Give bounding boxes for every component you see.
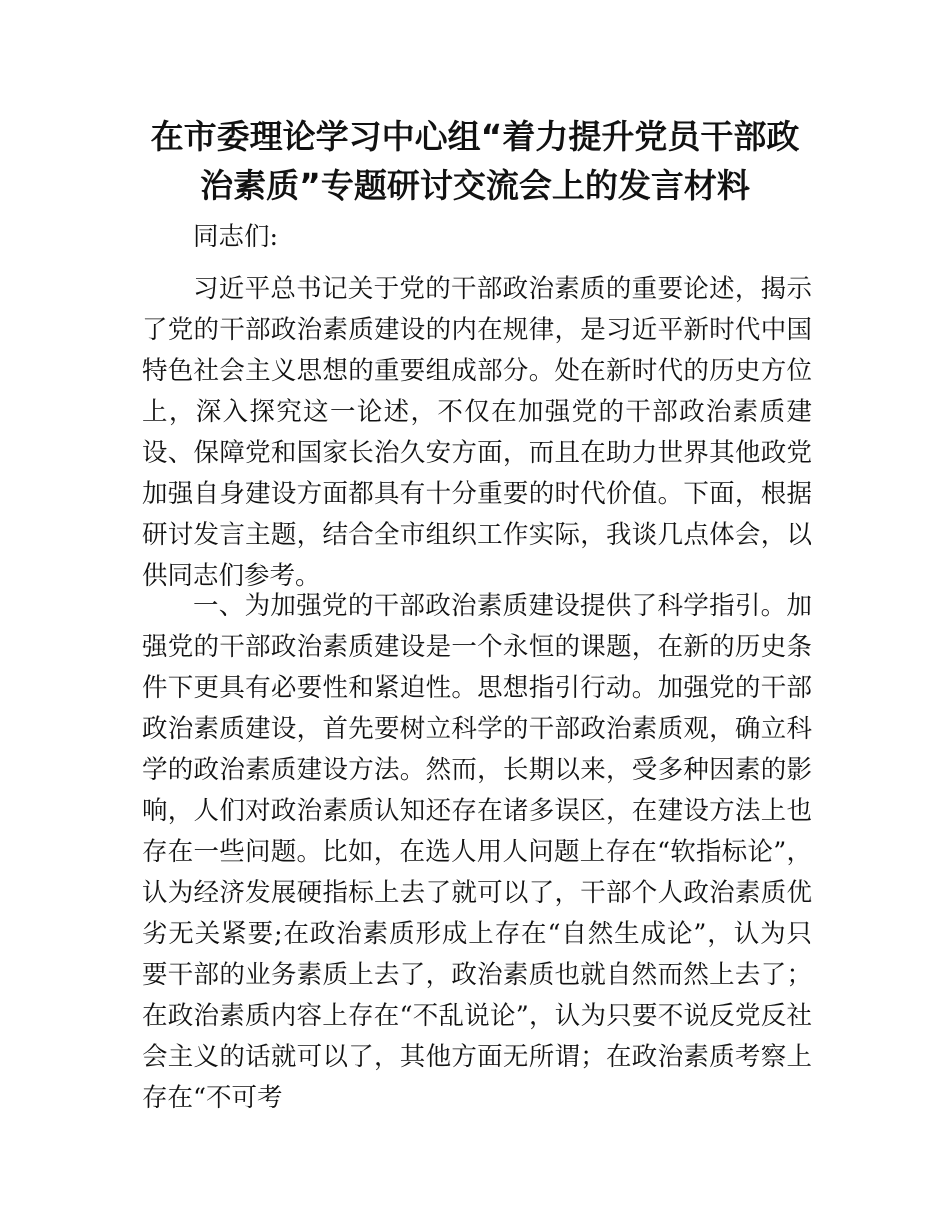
salutation: 同志们: xyxy=(193,222,279,252)
paragraph-intro: 习近平总书记关于党的干部政治素质的重要论述，揭示了党的干部政治素质建设的内在规律，是习近平新时代中国特色社会主义思想的重要组成部分。处在新时代的历史方位上，深入探究这一论述，不仅在加强党的干部政治素质建设、保障党和国家长治久安方面，而且在助力世界其他政党加强自身建设方面都具有十分重要的时代价值。下面，根据研讨发言主题，结合全市组织工作实际，我谈几点体会，以供同志们参考。 xyxy=(142,274,812,591)
paragraph-section-one: 一、为加强党的干部政治素质建设提供了科学指引。加强党的干部政治素质建设是一个永恒的课题，在新的历史条件下更具有必要性和紧迫性。思想指引行动。加强党的干部政治素质建设，首先要树立科学的干部政治素质观，确立科学的政治素质建设方法。然而，长期以来，受多种因素的影响，人们对政治素质认知还存在诸多误区，在建设方法上也存在一些问题。比如，在选人用人问题上存在“软指标论”，认为经济发展硬指标上去了就可以了，干部个人政治素质优劣无关紧要;在政治素质形成上存在“自然生成论”，认为只要干部的业务素质上去了，政治素质也就自然而然上去了；在政治素质内容上存在“不乱说论”，认为只要不说反党反社会主义的话就可以了，其他方面无所谓；在政治素质考察上存在“不可考 xyxy=(142,591,812,1113)
document-title: 在市委理论学习中心组“着力提升党员干部政治素质”专题研讨交流会上的发言材料 xyxy=(150,117,800,205)
